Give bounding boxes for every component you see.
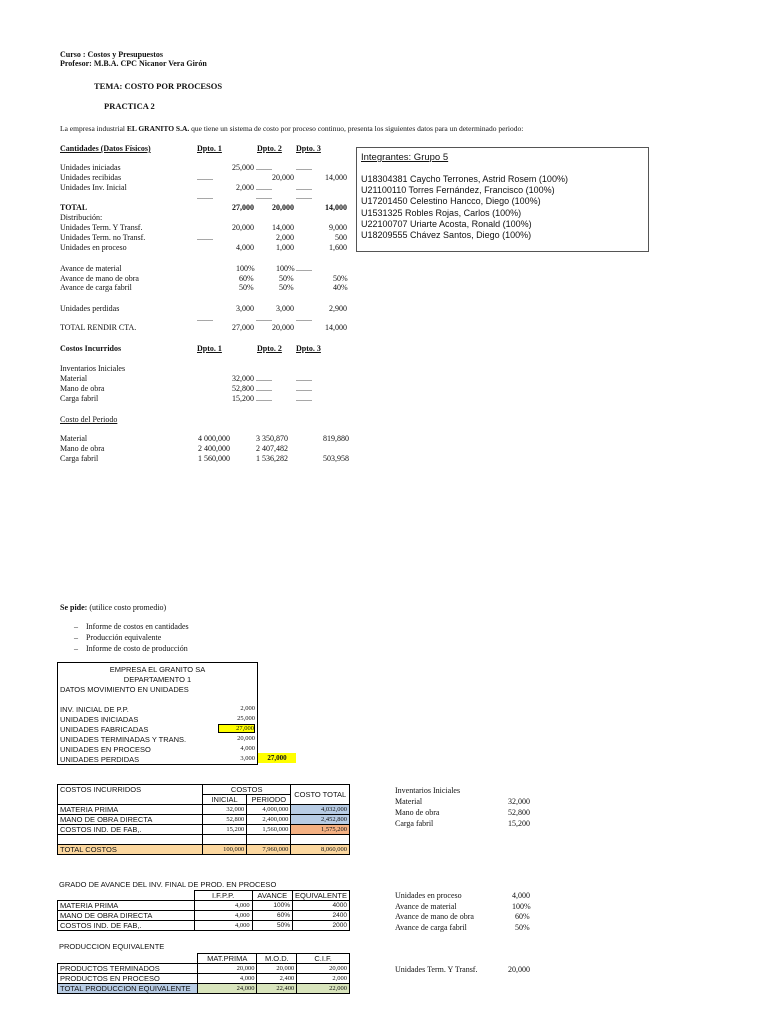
dots: ........ <box>296 314 312 323</box>
table-row <box>58 901 350 911</box>
col-dpto1: Dpto. 1 <box>197 344 222 353</box>
side-label: Avance de mano de obra <box>395 912 474 921</box>
cell: 4,000 <box>198 974 257 984</box>
cantidades-title: Cantidades (Datos Físicos) <box>60 144 151 153</box>
label: Carga fabril <box>60 394 99 403</box>
sheet-heading: DATOS MOVIMIENTO EN UNIDADES <box>60 685 189 694</box>
cell: 1,575,200 <box>291 825 350 835</box>
value: 20,000 <box>272 203 294 212</box>
costos-title: Costos Incurridos <box>60 344 122 353</box>
header-cell: PERIODO <box>247 795 291 805</box>
label: Distribución: <box>60 213 103 222</box>
course-line: Curso : Costos y Presupuestos <box>60 50 163 59</box>
intro-paragraph: La empresa industrial EL GRANITO S.A. que tiene un sistema de costo por proceso continuo, presenta los siguientes datos para un determinado periodo: <box>60 124 524 133</box>
cell: 100,000 <box>202 845 246 855</box>
cell: 20,000 <box>198 964 257 974</box>
row-value: 20,000 <box>237 735 255 742</box>
cell: 24,000 <box>198 984 257 994</box>
cell <box>202 835 246 845</box>
cell <box>247 835 291 845</box>
value: 52,800 <box>232 384 254 393</box>
header-cell <box>58 891 195 901</box>
value: 1 536,282 <box>256 454 288 463</box>
dots: ........ <box>256 183 272 192</box>
value: 14,000 <box>325 323 347 332</box>
dots: ........ <box>296 384 312 393</box>
side-value: 60% <box>515 912 530 921</box>
side-value: 4,000 <box>512 891 530 900</box>
label: Unidades Term. no Transf. <box>60 233 146 242</box>
cell: 4,032,000 <box>291 805 350 815</box>
row-label: MATERIA PRIMA <box>58 805 203 815</box>
cell: 15,200 <box>202 825 246 835</box>
equivalent-production-table <box>57 953 350 994</box>
row-value-highlighted: 27,000 <box>218 724 255 733</box>
col-dpto2: Dpto. 2 <box>257 344 282 353</box>
cell: 2,400 <box>257 974 297 984</box>
list-item: Informe de costos en cantidades <box>86 622 189 631</box>
dots: ........ <box>256 192 272 201</box>
label: Unidades en proceso <box>60 243 127 252</box>
header-cell: EQUIVALENTE <box>293 891 350 901</box>
table-row <box>58 785 350 795</box>
cell: 2,400,000 <box>247 815 291 825</box>
value: 27,000 <box>232 203 254 212</box>
table-row <box>58 974 350 984</box>
table-row <box>58 891 350 901</box>
side-title: Inventarios Iniciales <box>395 786 461 795</box>
label: Unidades Term. Y Transf. <box>60 223 143 232</box>
cell: 4,000,000 <box>247 805 291 815</box>
value: 20,000 <box>272 173 294 182</box>
cell: 100% <box>252 901 292 911</box>
row-value: 4,000 <box>240 745 255 752</box>
bullet-dash-icon: – <box>74 633 78 642</box>
table-row <box>58 815 350 825</box>
side-value: 20,000 <box>508 965 530 974</box>
side-value: 52,800 <box>508 808 530 817</box>
value: 14,000 <box>272 223 294 232</box>
member-item: U21100110 Torres Fernández, Francisco (100%) <box>361 185 555 196</box>
value: 1 560,000 <box>198 454 230 463</box>
dots: ........ <box>256 394 272 403</box>
bullet-dash-icon: – <box>74 644 78 653</box>
label: Costo del Periodo <box>60 415 118 424</box>
table-row <box>58 825 350 835</box>
value: 3 350,870 <box>256 434 288 443</box>
cell: 4000 <box>293 901 350 911</box>
value: 50% <box>279 283 294 292</box>
dots: ........ <box>197 173 213 182</box>
label: TOTAL RENDIR CTA. <box>60 323 137 332</box>
member-item: U22100707 Uriarte Acosta, Ronald (100%) <box>361 218 532 229</box>
table-row <box>58 964 350 974</box>
value: 50% <box>239 283 254 292</box>
integrantes-list <box>361 174 568 241</box>
value: 503,958 <box>323 454 349 463</box>
cell: 22,000 <box>297 984 350 994</box>
value: 819,880 <box>323 434 349 443</box>
cell: 1,560,000 <box>247 825 291 835</box>
side-total-highlighted: 27,000 <box>258 753 296 763</box>
col-dpto3: Dpto. 3 <box>296 344 321 353</box>
cell: 2,452,800 <box>291 815 350 825</box>
integrantes-title: Integrantes: Grupo 5 <box>361 152 449 163</box>
row-label: UNIDADES PERDIDAS <box>60 755 140 764</box>
dots: ........ <box>296 183 312 192</box>
cell: 4,000 <box>194 901 252 911</box>
value: 15,200 <box>232 394 254 403</box>
table-row-total <box>58 845 350 855</box>
cell: 2000 <box>293 921 350 931</box>
value: 2,000 <box>236 183 254 192</box>
side-label: Avance de material <box>395 902 457 911</box>
dots: ........ <box>197 192 213 201</box>
cell: 60% <box>252 911 292 921</box>
table-row-total <box>58 984 350 994</box>
cell: 32,000 <box>202 805 246 815</box>
value: 2 400,000 <box>198 444 230 453</box>
dots: ........ <box>256 374 272 383</box>
label: Mano de obra <box>60 384 105 393</box>
value: 50% <box>333 274 348 283</box>
member-item: U1531325 Robles Rojas, Carlos (100%) <box>361 207 522 218</box>
row-label: COSTOS IND. DE FAB,. <box>58 921 195 931</box>
list-item: Informe de costo de producción <box>86 644 188 653</box>
sheet-subtitle: DEPARTAMENTO 1 <box>123 675 192 684</box>
label: Material <box>60 374 88 383</box>
value: 14,000 <box>325 203 347 212</box>
row-label: PRODUCTOS EN PROCESO <box>58 974 198 984</box>
row-label: MANO DE OBRA DIRECTA <box>58 911 195 921</box>
header-cell: COSTOS INCURRIDOS <box>58 785 203 805</box>
dots: ........ <box>296 394 312 403</box>
label: Material <box>60 434 88 443</box>
equivalent-production-title: PRODUCCION EQUIVALENTE <box>59 942 165 951</box>
cell: 22,400 <box>257 984 297 994</box>
value: 20,000 <box>232 223 254 232</box>
row-label: UNIDADES FABRICADAS <box>60 725 149 734</box>
row-label: MANO DE OBRA DIRECTA <box>58 815 203 825</box>
value: 3,000 <box>276 304 294 313</box>
value: 20,000 <box>272 323 294 332</box>
label: Unidades perdidas <box>60 304 120 313</box>
value: 100% <box>276 264 295 273</box>
table-row <box>58 835 350 845</box>
value: 1,600 <box>329 243 347 252</box>
row-label: UNIDADES INICIADAS <box>60 715 139 724</box>
side-value: 15,200 <box>508 819 530 828</box>
member-item: U17201450 Celestino Hancco, Diego (100%) <box>361 196 541 207</box>
header-cell: MAT.PRIMA <box>198 954 257 964</box>
side-value: 50% <box>515 923 530 932</box>
sheet-title: EMPRESA EL GRANITO SA <box>109 665 206 674</box>
label: Avance de carga fabril <box>60 283 132 292</box>
side-value: 100% <box>512 902 531 911</box>
header-cell: COSTO TOTAL <box>291 785 350 805</box>
col-dpto3: Dpto. 3 <box>296 144 321 153</box>
cell: 7,960,000 <box>247 845 291 855</box>
cell <box>291 835 350 845</box>
row-label: COSTOS IND. DE FAB,. <box>58 825 203 835</box>
row-value: 2,000 <box>240 705 255 712</box>
header-cell: INICIAL <box>202 795 246 805</box>
header-cell: M.O.D. <box>257 954 297 964</box>
label: Carga fabril <box>60 454 99 463</box>
value: 100% <box>236 264 255 273</box>
row-label <box>58 835 203 845</box>
value: 40% <box>333 283 348 292</box>
value: 9,000 <box>329 223 347 232</box>
dots: ........ <box>256 384 272 393</box>
table-row <box>58 911 350 921</box>
value: 32,000 <box>232 374 254 383</box>
row-label: INV. INICIAL DE P.P. <box>60 705 129 714</box>
dots: ........ <box>197 314 213 323</box>
table-row <box>58 954 350 964</box>
units-movement-sheet <box>57 662 258 765</box>
value: 25,000 <box>232 163 254 172</box>
topic-title: TEMA: COSTO POR PROCESOS <box>94 81 223 91</box>
value: 500 <box>335 233 347 242</box>
dots: ........ <box>296 163 312 172</box>
side-label: Avance de carga fabril <box>395 923 467 932</box>
row-label: TOTAL PRODUCCION EQUIVALENTE <box>58 984 198 994</box>
row-label: TOTAL COSTOS <box>58 845 203 855</box>
side-label: Carga fabril <box>395 819 434 828</box>
label: Unidades Inv. Inicial <box>60 183 127 192</box>
label: Avance de mano de obra <box>60 274 139 283</box>
value: 60% <box>239 274 254 283</box>
member-item: U18209555 Chávez Santos, Diego (100%) <box>361 230 532 241</box>
side-label: Mano de obra <box>395 808 440 817</box>
row-value: 25,000 <box>237 715 255 722</box>
cell: 20,000 <box>257 964 297 974</box>
row-label: MATERIA PRIMA <box>58 901 195 911</box>
value: 4 000,000 <box>198 434 230 443</box>
side-value: 32,000 <box>508 797 530 806</box>
value: 14,000 <box>325 173 347 182</box>
cell: 20,000 <box>297 964 350 974</box>
side-label: Unidades Term. Y Transf. <box>395 965 478 974</box>
row-label: PRODUCTOS TERMINADOS <box>58 964 198 974</box>
table-row <box>58 805 350 815</box>
side-label: Unidades en proceso <box>395 891 462 900</box>
label: TOTAL <box>60 203 88 212</box>
dots: ........ <box>296 374 312 383</box>
label: Avance de material <box>60 264 122 273</box>
cell: 2,000 <box>297 974 350 984</box>
value: 1,000 <box>276 243 294 252</box>
cell: 52,800 <box>202 815 246 825</box>
integrantes-box <box>356 147 649 252</box>
cell: 4,000 <box>194 911 252 921</box>
dots: ........ <box>197 233 213 242</box>
cell: 2400 <box>293 911 350 921</box>
row-label: UNIDADES EN PROCESO <box>60 745 151 754</box>
cell: 4,000 <box>194 921 252 931</box>
label: Mano de obra <box>60 444 105 453</box>
value: 27,000 <box>232 323 254 332</box>
label: Unidades iniciadas <box>60 163 121 172</box>
progress-table <box>57 890 350 931</box>
row-value: 3,000 <box>240 755 255 762</box>
col-dpto2: Dpto. 2 <box>257 144 282 153</box>
table-row <box>58 921 350 931</box>
costs-incurred-table <box>57 784 350 855</box>
label: Inventarios Iniciales <box>60 364 126 373</box>
member-item: U18304381 Caycho Terrones, Astrid Rosem (100%) <box>361 174 568 184</box>
row-label: UNIDADES TERMINADAS Y TRANS. <box>60 735 187 744</box>
header-cell: AVANCE <box>252 891 292 901</box>
col-dpto1: Dpto. 1 <box>197 144 222 153</box>
dots: ........ <box>296 264 312 273</box>
dots: ........ <box>256 314 272 323</box>
value: 50% <box>279 274 294 283</box>
side-label: Material <box>395 797 423 806</box>
value: 2,000 <box>276 233 294 242</box>
cell: 8,060,000 <box>291 845 350 855</box>
header-cell: COSTOS <box>202 785 290 795</box>
value: 2,900 <box>329 304 347 313</box>
cell: 50% <box>252 921 292 931</box>
se-pide: Se pide: (utilice costo promedio) <box>60 603 167 612</box>
bullet-dash-icon: – <box>74 622 78 631</box>
value: 4,000 <box>236 243 254 252</box>
progress-table-title: GRADO DE AVANCE DEL INV. FINAL DE PROD. EN PROCESO <box>59 880 277 889</box>
practice-title: PRACTICA 2 <box>104 101 155 111</box>
header-cell: C.I.F. <box>297 954 350 964</box>
header-cell <box>58 954 198 964</box>
dots: ........ <box>256 163 272 172</box>
list-item: Producción equivalente <box>86 633 162 642</box>
label: Unidades recibidas <box>60 173 122 182</box>
dots: ........ <box>296 192 312 201</box>
value: 2 407,482 <box>256 444 288 453</box>
header-cell: I.F.P.P. <box>194 891 252 901</box>
value: 3,000 <box>236 304 254 313</box>
professor-line: Profesor: M.B.A. CPC Nicanor Vera Girón <box>60 59 207 68</box>
